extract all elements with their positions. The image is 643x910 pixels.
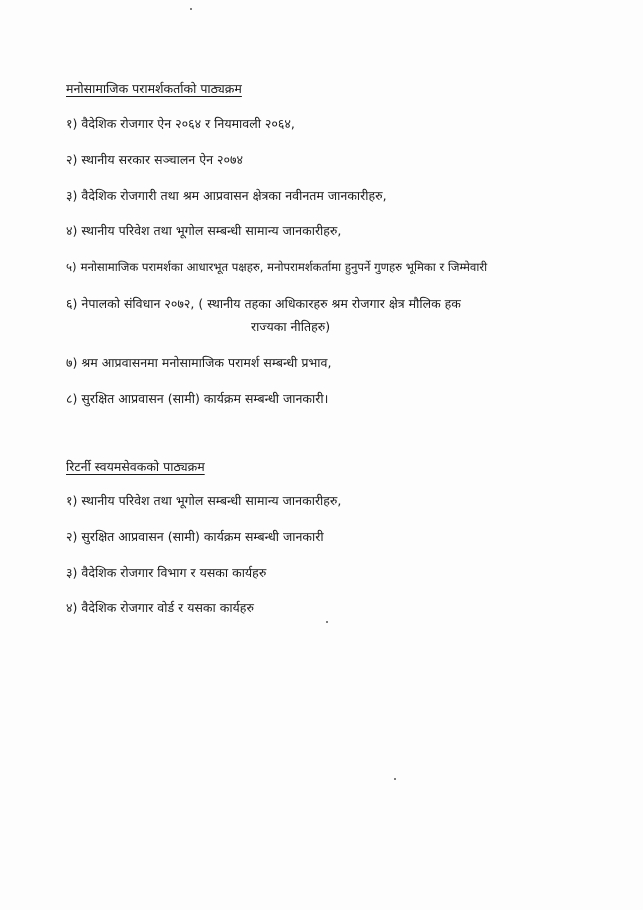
list-item-number: १) [66, 493, 78, 508]
list-item-text: सुरक्षित आप्रवासन (सामी) कार्यक्रम सम्बन्धी जानकारी [81, 529, 324, 544]
list-item-continuation: राज्यका नीतिहरु) [251, 319, 331, 334]
list-item-text: वैदेशिक रोजगार वोर्ड र यसका कार्यहरु [81, 600, 254, 615]
list-item-number: १) [66, 116, 78, 131]
list-item-text: मनोसामाजिक परामर्शका आधारभूत पक्षहरु, मनोपरामर्शकर्तामा हुनुपर्ने गुणहरु भूमिका र जिम्मेवारी [80, 260, 488, 274]
list-item-text: श्रम आप्रवासनमा मनोसामाजिक परामर्श सम्बन्धी प्रभाव, [81, 355, 332, 370]
list-item-text: वैदेशिक रोजगार ऐन २०६४ र नियमावली २०६४, [81, 116, 295, 131]
list-item-number: ५) [66, 260, 77, 274]
list-item [66, 599, 254, 617]
list-item-number: ४) [66, 223, 78, 238]
list-item [66, 151, 243, 169]
scan-speck [326, 621, 328, 623]
list-item [66, 564, 266, 582]
list-item-number: ३) [66, 565, 78, 580]
scan-speck [394, 778, 396, 780]
list-item-number: ६) [66, 296, 78, 311]
list-item-text: स्थानीय परिवेश तथा भूगोल सम्बन्धी सामान्य जानकारीहरु, [81, 493, 342, 508]
list-item-text: नेपालको संविधान २०७२, ( स्थानीय तहका अधिकारहरु श्रम रोजगार क्षेत्र मौलिक हक [81, 296, 461, 311]
list-item-number: ८) [66, 391, 78, 406]
list-item-text: स्थानीय सरकार सञ्चालन ऐन २०७४ [81, 152, 244, 167]
list-item-number: ४) [66, 600, 78, 615]
list-item [66, 115, 295, 133]
list-item-text: वैदेशिक रोजगारी तथा श्रम आप्रवासन क्षेत्रका नवीनतम जानकारीहरु, [81, 188, 387, 203]
list-item [66, 187, 387, 205]
list-item-text: स्थानीय परिवेश तथा भूगोल सम्बन्धी सामान्य जानकारीहरु, [81, 223, 342, 238]
section-title-counselor: मनोसामाजिक परामर्शकर्ताको पाठ्यक्रम [66, 81, 242, 96]
list-item [66, 390, 328, 408]
scan-speck [190, 8, 192, 10]
list-item-text: सुरक्षित आप्रवासन (सामी) कार्यक्रम सम्बन्धी जानकारी। [81, 391, 329, 406]
list-item-text: वैदेशिक रोजगार विभाग र यसका कार्यहरु [81, 565, 267, 580]
list-item [66, 222, 341, 240]
list-item [66, 528, 324, 546]
list-item [66, 295, 461, 313]
list-item [66, 492, 341, 510]
list-item-number: २) [66, 152, 78, 167]
list-item-number: ३) [66, 188, 78, 203]
section-title-volunteer: रिटर्नी स्वयमसेवकको पाठ्यक्रम [66, 459, 205, 474]
list-item [66, 354, 331, 372]
list-item [66, 258, 487, 276]
list-item-number: २) [66, 529, 78, 544]
list-item-number: ७) [66, 355, 78, 370]
